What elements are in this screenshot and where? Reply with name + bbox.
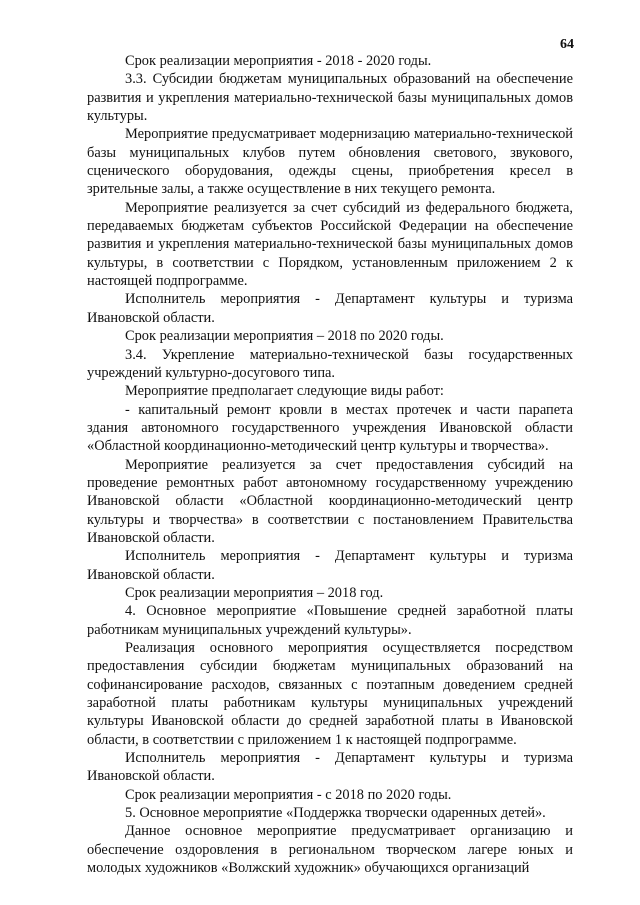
paragraph-section-3-4-heading: 3.4. Укрепление материально-технической базы государственных учреждений культурно-досугового типа. [87,346,573,381]
paragraph-section-3-3-heading: 3.3. Субсидии бюджетам муниципальных образований на обеспечение развития и укрепления материально-технической базы муниципальных домов культуры. [87,71,573,125]
paragraph-section-4-heading: 4. Основное мероприятие «Повышение средней заработной платы работникам муниципальных учреждений культуры». [87,603,573,638]
paragraph-modernization-description: Мероприятие предусматривает модернизацию материально-технической базы муниципальных клубов путем обновления светового, звукового, сценического оборудования, одежды сцены, приобретения кресел в зрительные залы, а также осуществление в них текущего ремонта. [87,126,573,198]
paragraph-executor: Исполнитель мероприятия - Департамент культуры и туризма Ивановской области. [87,750,573,785]
document-body [87,52,573,877]
paragraph-executor: Исполнитель мероприятия - Департамент культуры и туризма Ивановской области. [87,548,573,583]
paragraph-roof-repair-item: - капитальный ремонт кровли в местах протечек и части парапета здания автономного государственного учреждения Ивановской области «Областной координационно-методический центр культуры и творчества». [87,401,573,455]
paragraph-term: Срок реализации мероприятия – 2018 год. [125,584,384,601]
paragraph-camp-description: Данное основное мероприятие предусматривает организацию и обеспечение оздоровления в региональном творческом лагере юных и молодых художников «Волжский художник» обучающихся организаций [87,823,573,877]
paragraph-term: Срок реализации мероприятия – 2018 по 2020 годы. [125,328,444,345]
paragraph-federal-subsidies: Мероприятие реализуется за счет субсидий из федерального бюджета, передаваемых бюджетам субъектов Российской Федерации на обеспечение развития и укрепления материально-технической базы муниципальных домов культуры, в соответствии с Порядком, установленным приложением 2 к настоящей подпрограмме. [87,199,573,290]
paragraph-executor: Исполнитель мероприятия - Департамент культуры и туризма Ивановской области. [87,291,573,326]
paragraph-repair-subsidies: Мероприятие реализуется за счет предоставления субсидий на проведение ремонтных работ автономному государственному учреждению Ивановской области «Областной координационно-методический центр культуры и творчества» в соответствии с постановлением Правительства Ивановской области. [87,456,573,546]
paragraph-salary-implementation: Реализация основного мероприятия осуществляется посредством предоставления субсидии бюджетам муниципальных образований на софинансирование расходов, связанных с поэтапным доведением средней заработной платы работникам культуры муниципальных учреждений культуры Ивановской области до средней заработной платы в Ивановской области, в соответствии с приложением 1 к настоящей подпрограмме. [87,640,573,748]
paragraph-section-5-heading: 5. Основное мероприятие «Поддержка творчески одаренных детей». [125,805,546,822]
paragraph-term-2018-2020: Срок реализации мероприятия - 2018 - 2020 годы. [125,53,432,69]
paragraph-term: Срок реализации мероприятия - с 2018 по 2020 годы. [125,786,452,803]
paragraph-works-intro: Мероприятие предполагает следующие виды работ: [125,383,444,400]
page-number: 64 [560,37,574,52]
